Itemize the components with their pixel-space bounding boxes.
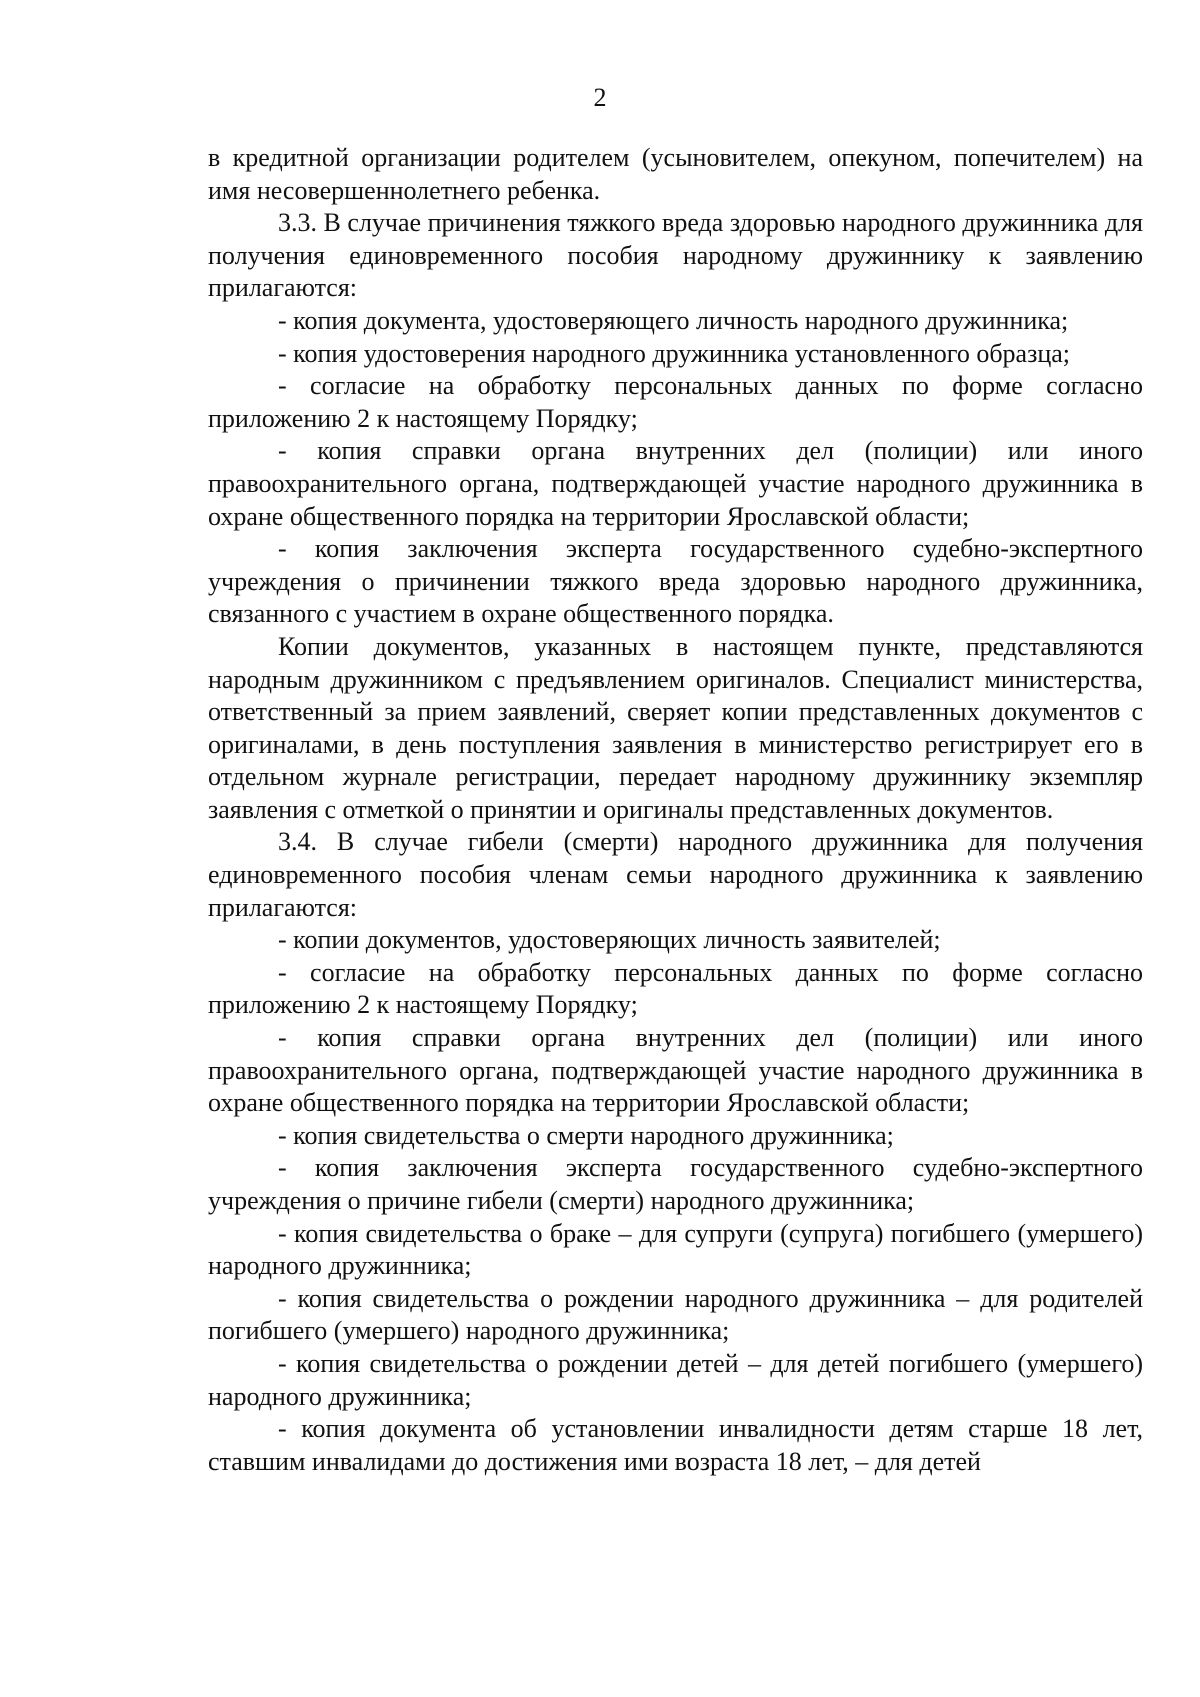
paragraph: - копия свидетельства о рождении народного дружинника – для родителей погибшего (умершего) народного дружинника; bbox=[208, 1283, 1143, 1346]
paragraph: Копии документов, указанных в настоящем пункте, представляются народным дружинником с предъявлением оригиналов. Специалист министерства, ответственный за прием заявлений, сверяет копии представленных документов с оригиналами, в день поступления заявления в министерство регистрирует его в отдельном журнале регистрации, передает народному дружиннику экземпляр заявления с отметкой о принятии и оригиналы представленных документов. bbox=[208, 631, 1143, 824]
paragraph: - копия свидетельства о браке – для супруги (супруга) погибшего (умершего) народного дружинника; bbox=[208, 1218, 1143, 1281]
document-body bbox=[208, 142, 1143, 1478]
paragraph: - копия заключения эксперта государственного судебно-экспертного учреждения о причине гибели (смерти) народного дружинника; bbox=[208, 1153, 1143, 1215]
paragraph: - копия документа об установлении инвалидности детям старше 18 лет, ставшим инвалидами до достижения ими возраста 18 лет, – для детей bbox=[208, 1414, 1143, 1476]
paragraph: в кредитной организации родителем (усыновителем, опекуном, попечителем) на имя несовершеннолетнего ребенка. bbox=[208, 143, 1143, 205]
paragraph: - копия свидетельства о рождении детей – для детей погибшего (умершего) народного дружинника; bbox=[208, 1348, 1143, 1411]
page-number: 2 bbox=[593, 83, 607, 112]
paragraph: - копии документов, удостоверяющих личность заявителей; bbox=[278, 925, 941, 955]
paragraph: 3.4. В случае гибели (смерти) народного дружинника для получения единовременного пособия членам семьи народного дружинника к заявлению прилагаются: bbox=[208, 827, 1143, 922]
paragraph: - согласие на обработку персональных данных по форме согласно приложению 2 к настоящему Порядку; bbox=[208, 371, 1143, 433]
paragraph: - копия заключения эксперта государственного судебно-экспертного учреждения о причинении тяжкого вреда здоровью народного дружинника, связанного с участием в охране общественного порядка. bbox=[208, 534, 1143, 629]
paragraph: - копия удостоверения народного дружинника установленного образца; bbox=[278, 338, 1071, 368]
paragraph: - копия документа, удостоверяющего личность народного дружинника; bbox=[278, 305, 1069, 335]
paragraph: - копия справки органа внутренних дел (полиции) или иного правоохранительного органа, подтверждающей участие народного дружинника в охране общественного порядка на территории Ярославской области; bbox=[208, 436, 1143, 531]
paragraph: 3.3. В случае причинения тяжкого вреда здоровью народного дружинника для получения единовременного пособия народному дружиннику к заявлению прилагаются: bbox=[208, 208, 1143, 303]
paragraph: - копия справки органа внутренних дел (полиции) или иного правоохранительного органа, подтверждающей участие народного дружинника в охране общественного порядка на территории Ярославской области; bbox=[208, 1023, 1143, 1118]
paragraph: - согласие на обработку персональных данных по форме согласно приложению 2 к настоящему Порядку; bbox=[208, 957, 1143, 1020]
paragraph: - копия свидетельства о смерти народного дружинника; bbox=[278, 1120, 894, 1150]
